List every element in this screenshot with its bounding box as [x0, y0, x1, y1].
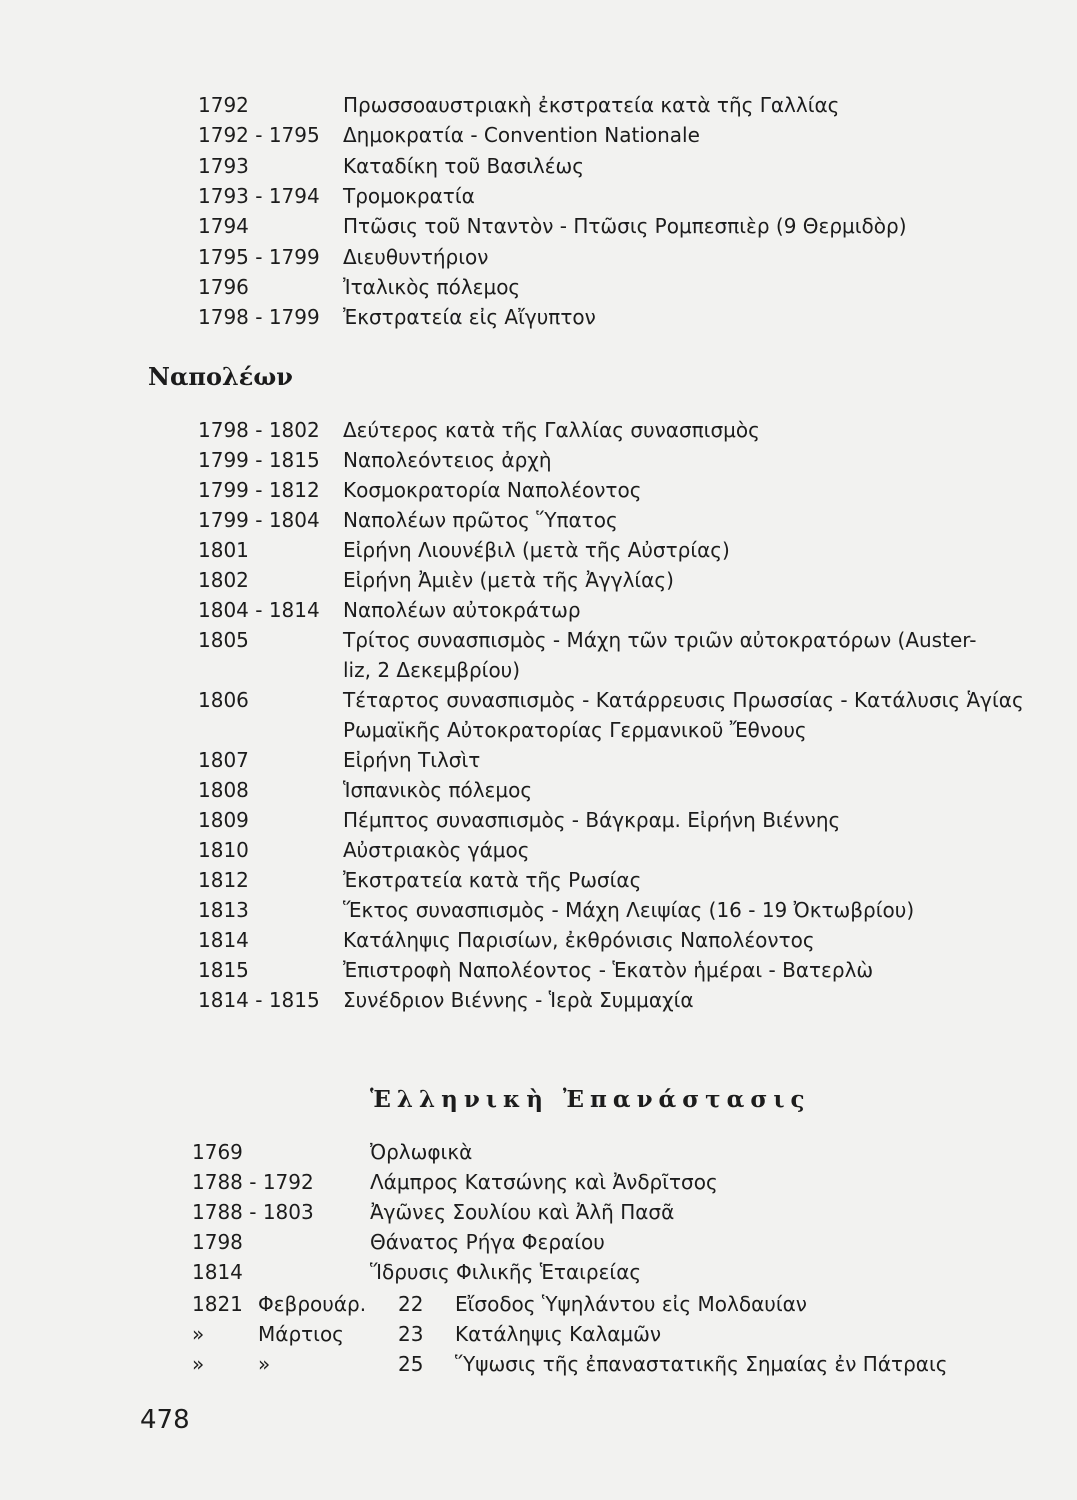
- entry-event: Ἰταλικὸς πόλεμος: [343, 274, 521, 299]
- entry-year: 1806: [198, 688, 249, 712]
- entry-event: Εἰρήνη Τιλσὶτ: [343, 748, 481, 772]
- entry-year: 1809: [198, 808, 249, 832]
- entry-event: Ὀρλωφικὰ: [370, 1140, 473, 1164]
- entry-event: Εἴσοδος Ὑψηλάντου εἰς Μολδαυίαν: [455, 1292, 807, 1316]
- entry-day: 25: [398, 1352, 424, 1376]
- entry-event: Ναπολέων πρῶτος Ὕπατος: [343, 508, 618, 532]
- entry-year: 1812: [198, 868, 249, 892]
- entry-event: Καταδίκη τοῦ Βασιλέως: [343, 153, 585, 178]
- entry-year: 1793 - 1794: [198, 183, 320, 208]
- entry-event: liz, 2 Δεκεμβρίου): [343, 658, 521, 682]
- entry-year: 1802: [198, 568, 249, 592]
- entry-event: Λάμπρος Κατσώνης καὶ Ἀνδρῖτσος: [370, 1170, 718, 1194]
- entry-event: Διευθυντήριον: [343, 244, 489, 269]
- entry-year: 1769: [192, 1140, 243, 1164]
- page-number: 478: [140, 1405, 190, 1435]
- entry-year: 1798 - 1802: [198, 418, 320, 442]
- entry-year: »: [192, 1352, 205, 1376]
- entry-year: 1813: [198, 898, 249, 922]
- greek-revolution-heading: Ἑλληνικὴ Ἐπανάστασις: [370, 1086, 811, 1113]
- entry-year: 1788 - 1792: [192, 1170, 314, 1194]
- entry-year: 1798 - 1799: [198, 305, 320, 330]
- entry-month: »: [258, 1352, 271, 1376]
- entry-event: Δεύτερος κατὰ τῆς Γαλλίας συνασπισμὸς: [343, 418, 760, 442]
- entry-year: 1804 - 1814: [198, 598, 320, 622]
- entry-year: 1814 - 1815: [198, 988, 320, 1012]
- entry-year: 1821: [192, 1292, 243, 1316]
- entry-year: 1808: [198, 778, 249, 802]
- entry-event: Εἰρήνη Ἀμιὲν (μετὰ τῆς Ἀγγλίας): [343, 568, 674, 592]
- entry-event: Τρομοκρατία: [343, 183, 475, 208]
- entry-day: 23: [398, 1322, 424, 1346]
- entry-event: Κατάληψις Παρισίων, ἐκθρόνισις Ναπολέοντος: [343, 928, 815, 952]
- entry-year: 1795 - 1799: [198, 244, 320, 269]
- entry-event: Ἕκτος συνασπισμὸς - Μάχη Λειψίας (16 - 19 Ὀκτωβρίου): [343, 898, 915, 922]
- entry-year: 1799 - 1815: [198, 448, 320, 472]
- entry-year: 1814: [192, 1260, 243, 1284]
- entry-event: Πρωσσοαυστριακὴ ἐκστρατεία κατὰ τῆς Γαλλίας: [343, 93, 840, 117]
- entry-event: Ἐκστρατεία εἰς Αἴγυπτον: [343, 305, 596, 330]
- entry-month: Φεβρουάρ.: [258, 1292, 367, 1316]
- entry-year: 1805: [198, 628, 249, 652]
- entry-year: 1799 - 1812: [198, 478, 320, 502]
- entry-year: 1814: [198, 928, 249, 952]
- entry-event: Κατάληψις Καλαμῶν: [455, 1322, 662, 1346]
- entry-year: 1796: [198, 274, 249, 299]
- entry-event: Τέταρτος συνασπισμὸς - Κατάρρευσις Πρωσσίας - Κατάλυσις Ἁγίας: [343, 688, 1024, 712]
- entry-event: Ναπολεόντειος ἀρχὴ: [343, 448, 552, 472]
- entry-year: 1794: [198, 214, 249, 239]
- entry-year: 1799 - 1804: [198, 508, 320, 532]
- entry-event: Ὕψωσις τῆς ἐπαναστατικῆς Σημαίας ἐν Πάτραις: [455, 1352, 948, 1376]
- entry-year: 1810: [198, 838, 249, 862]
- entry-event: Αὐστριακὸς γάμος: [343, 838, 530, 862]
- entry-year: 1792: [198, 93, 249, 117]
- entry-year: 1792 - 1795: [198, 123, 320, 148]
- entry-event: Ἀγῶνες Σουλίου καὶ Ἀλῆ Πασᾶ: [370, 1200, 675, 1224]
- entry-year: 1798: [192, 1230, 243, 1254]
- entry-year: 1801: [198, 538, 249, 562]
- entry-event: Πέμπτος συνασπισμὸς - Βάγκραμ. Εἰρήνη Βιέννης: [343, 808, 841, 832]
- entry-event: Ἵδρυσις Φιλικῆς Ἑταιρείας: [370, 1260, 642, 1284]
- entry-event: Συνέδριον Βιέννης - Ἱερὰ Συμμαχία: [343, 988, 694, 1012]
- entry-year: »: [192, 1322, 205, 1346]
- entry-event: Εἰρήνη Λιουνέβιλ (μετὰ τῆς Αὐστρίας): [343, 538, 730, 562]
- entry-year: 1815: [198, 958, 249, 982]
- entry-event: Δημοκρατία - Convention Nationale: [343, 123, 700, 148]
- entry-event: Ναπολέων αὐτοκράτωρ: [343, 598, 581, 622]
- entry-event: Ρωμαϊκῆς Αὐτοκρατορίας Γερμανικοῦ Ἔθνους: [343, 718, 807, 742]
- entry-event: Ἐκστρατεία κατὰ τῆς Ρωσίας: [343, 868, 642, 892]
- entry-event: Ἱσπανικὸς πόλεμος: [343, 778, 533, 802]
- napoleon-heading: Ναπολέων: [148, 362, 293, 391]
- entry-year: 1793: [198, 153, 249, 178]
- entry-event: Κοσμοκρατορία Ναπολέοντος: [343, 478, 642, 502]
- entry-event: Θάνατος Ρήγα Φεραίου: [370, 1230, 605, 1254]
- entry-month: Μάρτιος: [258, 1322, 344, 1346]
- entry-day: 22: [398, 1292, 424, 1316]
- entry-year: 1807: [198, 748, 249, 772]
- entry-event: Τρίτος συνασπισμὸς - Μάχη τῶν τριῶν αὐτοκρατόρων (Auster-: [343, 628, 977, 652]
- entry-year: 1788 - 1803: [192, 1200, 314, 1224]
- entry-event: Πτῶσις τοῦ Νταντὸν - Πτῶσις Ρομπεσπιὲρ (9 Θερμιδὸρ): [343, 214, 907, 239]
- entry-event: Ἐπιστροφὴ Ναπολέοντος - Ἑκατὸν ἡμέραι - Βατερλὼ: [343, 958, 874, 982]
